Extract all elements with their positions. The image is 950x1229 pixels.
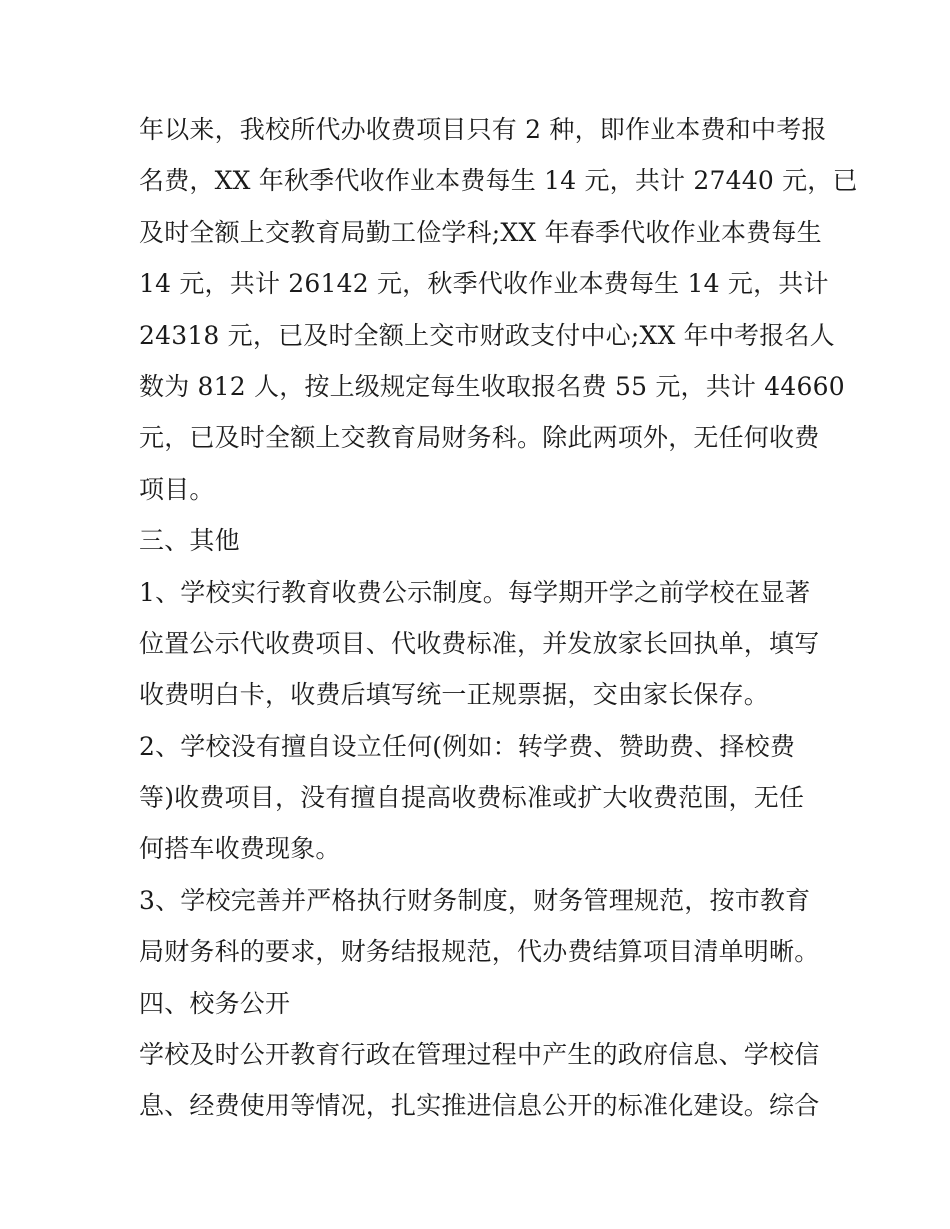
text-line: 14 元，共计 26142 元，秋季代收作业本费每生 14 元，共计 xyxy=(139,269,829,299)
text-line: 24318 元，已及时全额上交市财政支付中心;XX 年中考报名人 xyxy=(139,320,835,350)
section-heading-school-affairs: 四、校务公开 xyxy=(139,988,291,1018)
text-line: 位置公示代收费项目、代收费标准，并发放家长回执单，填写 xyxy=(139,628,820,658)
text-line: 局财务科的要求，财务结报规范，代办费结算项目清单明晰。 xyxy=(139,937,820,967)
text-line: 3、学校完善并严格执行财务制度，财务管理规范，按市教育 xyxy=(139,885,811,915)
document-body xyxy=(139,104,858,1132)
text-line: 名费，XX 年秋季代收作业本费每生 14 元，共计 27440 元，已 xyxy=(139,166,858,196)
text-line: 数为 812 人，按上级规定每生收取报名费 55 元，共计 44660 xyxy=(139,371,845,401)
text-line: 1、学校实行教育收费公示制度。每学期开学之前学校在显著 xyxy=(139,577,811,607)
text-line: 年以来，我校所代办收费项目只有 2 种，即作业本费和中考报 xyxy=(139,115,827,144)
text-line: 项目。 xyxy=(139,474,215,504)
text-line: 等)收费项目，没有擅自提高收费标准或扩大收费范围，无任 xyxy=(139,783,805,813)
text-line: 及时全额上交教育局勤工俭学科;XX 年春季代收作业本费每生 xyxy=(139,217,822,247)
text-line: 学校及时公开教育行政在管理过程中产生的政府信息、学校信 xyxy=(139,1040,820,1070)
text-line: 收费明白卡，收费后填写统一正规票据，交由家长保存。 xyxy=(139,680,770,710)
text-line: 息、经费使用等情况，扎实推进信息公开的标准化建设。综合 xyxy=(139,1091,820,1121)
text-line: 2、学校没有擅自设立任何(例如：转学费、赞助费、择校费 xyxy=(139,731,796,761)
section-heading-other: 三、其他 xyxy=(139,526,240,556)
text-line: 元，已及时全额上交教育局财务科。除此两项外，无任何收费 xyxy=(139,423,820,453)
text-line: 何搭车收费现象。 xyxy=(139,834,341,864)
